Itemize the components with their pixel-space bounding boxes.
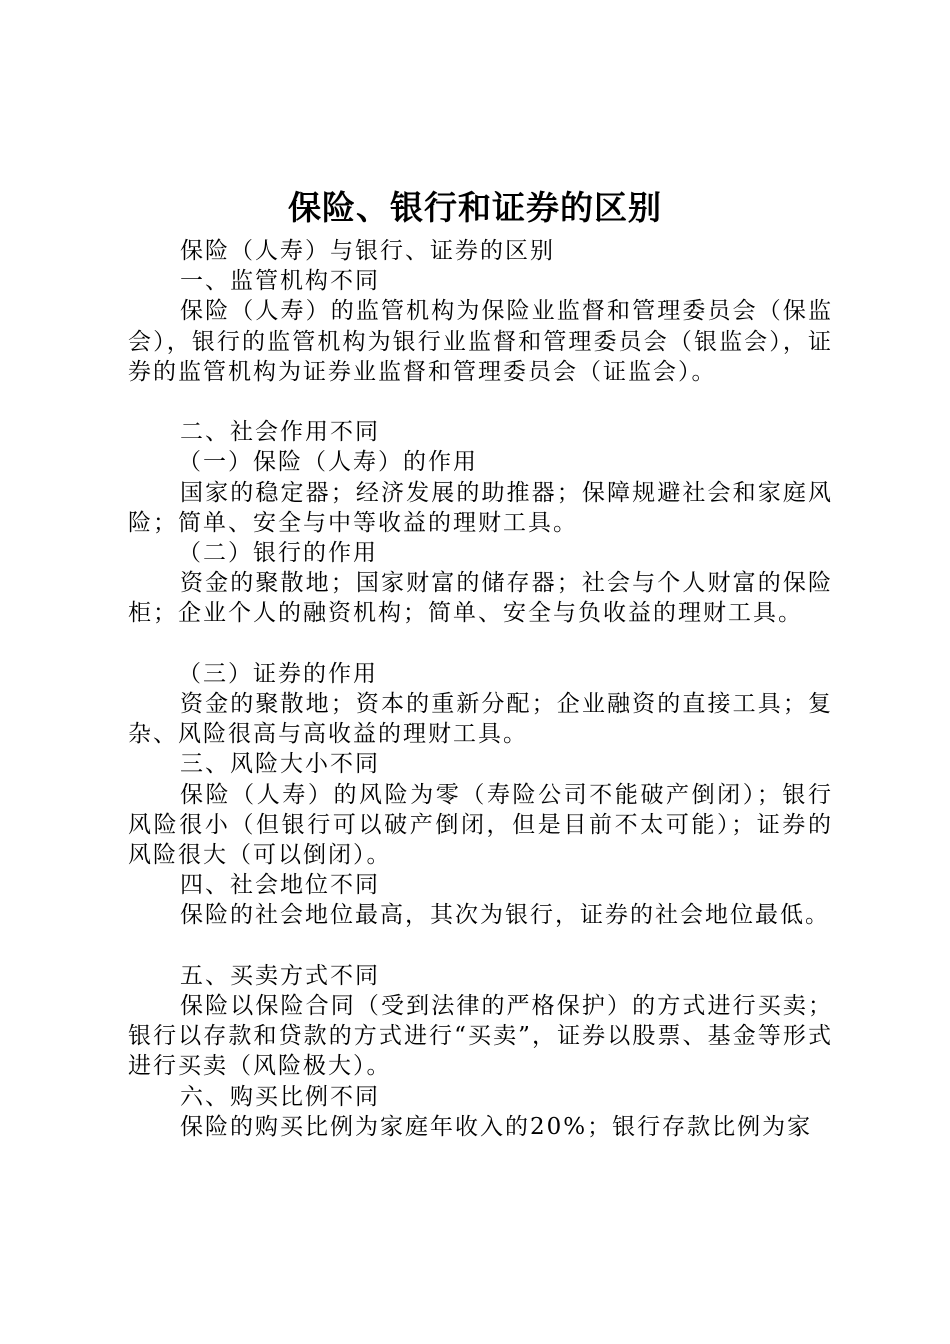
paragraph-trading: 保险以保险合同（受到法律的严格保护）的方式进行买卖；银行以存款和贷款的方式进行“买卖”，证券以股票、基金等形式进行买卖（风险极大）。 [128,993,833,1080]
section-heading-3: 三、风险大小不同 [180,751,380,778]
section-heading-2: 二、社会作用不同 [180,419,380,446]
blank-line [128,629,833,659]
section-heading-4: 四、社会地位不同 [180,872,380,899]
paragraph-securities-role: 资金的聚散地；资本的重新分配；企业融资的直接工具；复杂、风险很高与高收益的理财工具。 [128,691,833,748]
subheading-securities-role: （三）证券的作用 [178,660,378,687]
paragraph-bank-role: 资金的聚散地；国家财富的储存器；社会与个人财富的保险柜；企业个人的融资机构；简单、安全与负收益的理财工具。 [128,570,833,627]
subtitle-line: 保险（人寿）与银行、证券的区别 [180,238,555,264]
blank-line [128,387,833,417]
subheading-insurance-role: （一）保险（人寿）的作用 [178,449,478,476]
paragraph-status: 保险的社会地位最高，其次为银行，证券的社会地位最低。 [180,902,830,929]
section-heading-6: 六、购买比例不同 [180,1083,380,1110]
section-heading-5: 五、买卖方式不同 [180,962,380,989]
section-heading-1: 一、监管机构不同 [180,268,380,295]
blank-line [128,931,833,961]
paragraph-regulators: 保险（人寿）的监管机构为保险业监督和管理委员会（保监会），银行的监管机构为银行业监督和管理委员会（银监会），证券的监管机构为证券业监督和管理委员会（证监会）。 [128,298,833,385]
subheading-bank-role: （二）银行的作用 [178,540,378,567]
paragraph-purchase-ratio: 保险的购买比例为家庭年收入的20%；银行存款比例为家 [180,1113,813,1140]
paragraph-risk: 保险（人寿）的风险为零（寿险公司不能破产倒闭）；银行风险很小（但银行可以破产倒闭，但是目前不太可能）；证券的风险很大（可以倒闭）。 [128,781,833,869]
paragraph-insurance-role: 国家的稳定器；经济发展的助推器；保障规避社会和家庭风险；简单、安全与中等收益的理财工具。 [128,479,833,536]
document-title: 保险、银行和证券的区别 [288,188,662,227]
document-body [128,236,833,1142]
